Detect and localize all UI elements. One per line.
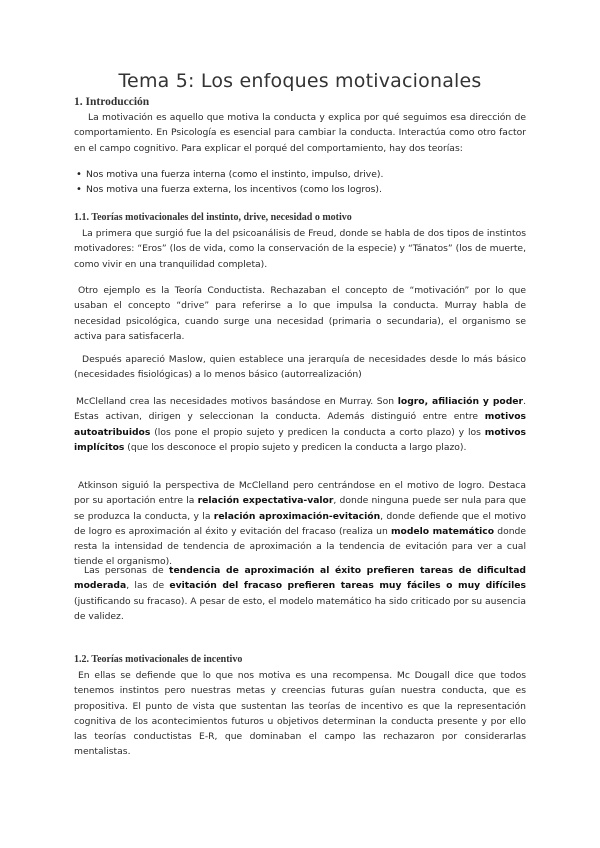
section-1-1-heading: 1.1. Teorías motivacionales del instinto, drive, necesidad o motivo xyxy=(74,212,352,223)
motivation-theories-list xyxy=(74,168,526,197)
list-item: • Nos motiva una fuerza interna (como el instinto, impulso, drive). xyxy=(74,168,526,183)
atkinson-paragraph: Atkinson siguió la perspectiva de McClelland pero centrándose en el motivo de logro. Destaca por su aportación entre la relación expectativa-valor, donde ninguna puede ser nula para que se produzca la conducta, y la relación aproximación-evitación, donde defiende que el motivo de logro es aproximación al éxito y evitación del fracaso (realiza un modelo matemático donde resta la intensidad de tendencia de aproximación a la tendencia de evitación para ver a cual tiende el organismo). xyxy=(74,480,527,568)
maslow-paragraph: Después apareció Maslow, quien establece una jerarquía de necesidades desde lo más básico (necesidades fisiológicas) a lo menos básico (autorrealización) xyxy=(74,354,526,381)
conductista-paragraph: Otro ejemplo es la Teoría Conductista. Rechazaban el concepto de “motivación” por lo que usaban el concepto “drive” para referirse a lo que impulsa la conducta. Murray habla de necesidad psicológica, cuando surge una necesidad (primaria o secundaria), el organismo se activa para satisfacerla. xyxy=(74,285,526,342)
personas-paragraph: Las personas de tendencia de aproximación al éxito prefieren tareas de dificultad moderada, las de evitación del fracaso prefieren tareas muy fáciles o muy difíciles (justificando su fracaso). A pesar de esto, el modelo matemático ha sido criticado por su ausencia de validez. xyxy=(74,565,526,622)
page-title: Tema 5: Los enfoques motivacionales xyxy=(118,70,482,92)
freud-paragraph: La primera que surgió fue la del psicoanálisis de Freud, donde se habla de dos tipos de instintos motivadores: “Eros” (los de vida, como la conservación de la especie) y “Tánatos” (los de muerte, como vivir en una tranquilidad completa). xyxy=(74,228,526,270)
incentivo-paragraph: En ellas se defiende que lo que nos motiva es una recompensa. Mc Dougall dice que todos tenemos instintos pero nuestras metas y creencias futuras guían nuestra conducta, que es propositiva. El punto de vista que sustentan las teorías de incentivo es que la representación cognitiva de los acontecimientos futuros u objetivos determinan la conducta presente y por ello las teorías conductistas E-R, que dominaban el campo las rechazaron por considerarlas mentalistas. xyxy=(74,670,526,758)
mcclelland-paragraph: McClelland crea las necesidades motivos basándose en Murray. Son logro, afiliación y poder. Estas activan, dirigen y seleccionan la conducta. Además distinguió entre entre motivos autoatribuidos (los pone el propio sujeto y predicen la conducta a corto plazo) y los motivos implícitos (que los desconoce el propio sujeto y predicen la conducta a largo plazo). xyxy=(74,396,526,453)
section-1-intro: La motivación es aquello que motiva la conducta y explica por qué seguimos esa dirección de comportamiento. En Psicología es esencial para cambiar la conducta. Interactúa como otro factor en el campo cognitivo. Para explicar el porqué del comportamiento, hay dos teorías: xyxy=(74,112,526,154)
section-1-2-heading: 1.2. Teorías motivacionales de incentivo xyxy=(74,654,243,665)
section-1-heading: 1. Introducción xyxy=(74,96,150,108)
list-item: • Nos motiva una fuerza externa, los incentivos (como los logros). xyxy=(74,183,526,198)
